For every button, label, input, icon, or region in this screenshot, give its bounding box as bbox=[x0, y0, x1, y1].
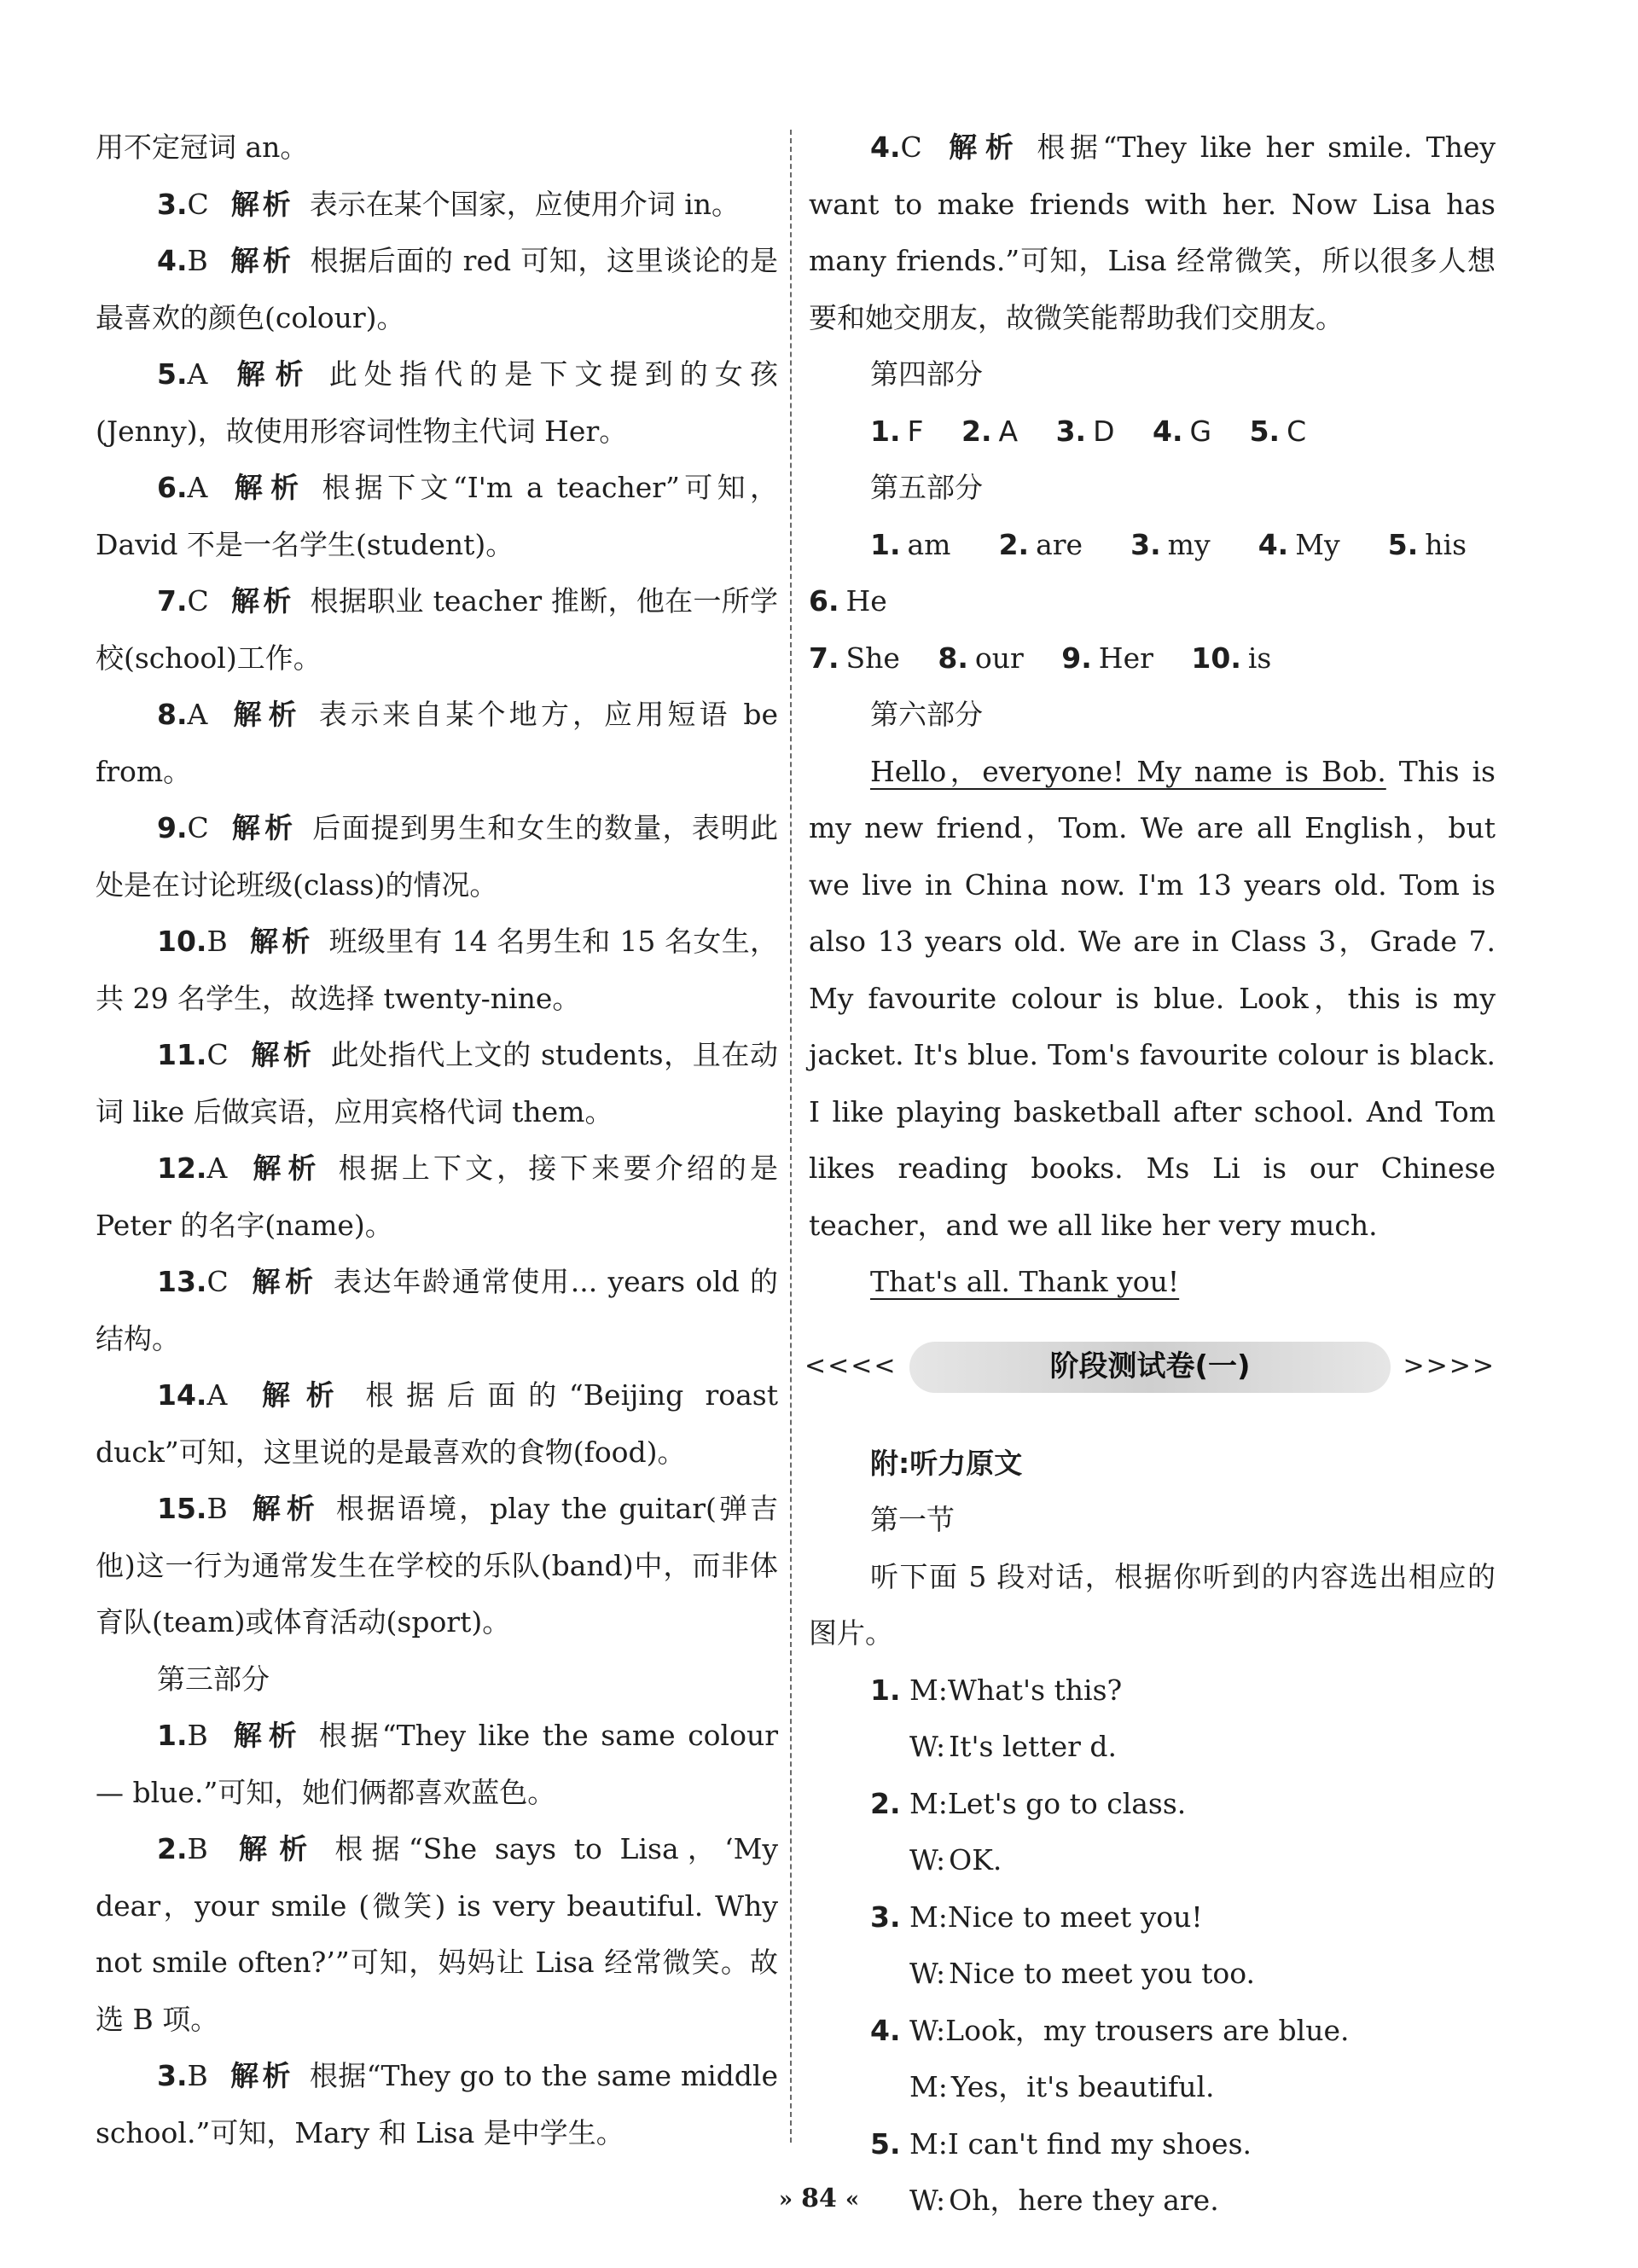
item-number: 8. bbox=[157, 698, 188, 731]
analysis-text: 此处指代的是下文提到的女孩(Jenny)，故使用形容词性物主代词 Her。 bbox=[96, 357, 779, 448]
right-column bbox=[804, 119, 1496, 2230]
dialogue-text: I can't find my shoes. bbox=[947, 2126, 1252, 2161]
answer-item bbox=[809, 119, 1496, 346]
answer bbox=[870, 415, 923, 448]
answer bbox=[1061, 641, 1153, 675]
answer-item bbox=[96, 2048, 778, 2161]
essay-body: This is my new friend，Tom. We are all English，but we live in China now. I'm 13 years old. Tom is also 13 years old. We are in Class 3，Grade 7. My favourite colour is blue. Look，this is my jacket. It's blue. Tom's favourite colour is black. I like playing basketball after school. And Tom likes reading books. Ms Li is our Chinese teacher，and we all like her very much. bbox=[809, 754, 1496, 1242]
dialogue-text: Look，my trousers are blue. bbox=[945, 2013, 1350, 2047]
answer-number: 5. bbox=[1249, 414, 1281, 448]
speaker: W: bbox=[909, 1843, 946, 1876]
speaker: M: bbox=[909, 1673, 948, 1707]
answer-number: 10. bbox=[1191, 641, 1241, 675]
item-letter: B bbox=[206, 1492, 228, 1525]
page-number: 84 bbox=[801, 2184, 837, 2213]
dialogue-text: Nice to meet you too. bbox=[949, 1957, 1255, 1990]
banner-right-arrows: >>>> bbox=[1403, 1351, 1496, 1382]
dialogue-number: 2. bbox=[870, 1786, 901, 1820]
answer-value: D bbox=[1093, 414, 1115, 448]
item-letter: C bbox=[206, 1265, 229, 1298]
analysis-label: 解析 bbox=[229, 1719, 304, 1752]
dialogue-text: Oh，here they are. bbox=[949, 2184, 1219, 2217]
answer bbox=[809, 584, 887, 618]
continued-text: 用不定冠词 an。 bbox=[96, 131, 309, 164]
analysis-label: 解析 bbox=[229, 471, 307, 504]
answer-value: is bbox=[1247, 641, 1272, 675]
test-banner bbox=[804, 1333, 1496, 1401]
analysis-label: 解析 bbox=[229, 1832, 320, 1865]
footer-right-mark: « bbox=[845, 2187, 860, 2213]
dialogue-line bbox=[809, 1946, 1496, 2003]
dialogue-line bbox=[809, 2059, 1496, 2116]
item-letter: B bbox=[187, 1719, 208, 1752]
dialogue-line bbox=[809, 2116, 1496, 2173]
analysis-text: 表示来自某个地方，应用短语 be from。 bbox=[96, 698, 778, 788]
analysis-label: 解析 bbox=[229, 244, 295, 277]
answer-value: our bbox=[974, 641, 1024, 675]
footer-left-mark: » bbox=[778, 2187, 793, 2213]
item-letter: B bbox=[187, 2059, 208, 2092]
section-title-part5: 第五部分 bbox=[870, 471, 983, 504]
item-number: 13. bbox=[157, 1265, 207, 1298]
analysis-text: 根据职业 teacher 推断，他在一所学校(school)工作。 bbox=[96, 584, 779, 675]
analysis-label: 解析 bbox=[249, 925, 314, 958]
dialogue-text: OK. bbox=[949, 1843, 1002, 1876]
analysis-text: 表示在某个国家，应使用介词 in。 bbox=[309, 187, 741, 221]
answer-value: G bbox=[1189, 414, 1212, 448]
analysis-text: 根据“They like the same colour — blue.”可知，她们俩都喜欢蓝色。 bbox=[96, 1719, 778, 1809]
item-number: 7. bbox=[157, 584, 188, 618]
analysis-text: 根据后面的“Beijing roast duck”可知，这里说的是最喜欢的食物(food)。 bbox=[96, 1378, 779, 1469]
essay-opening: Hello，everyone! My name is Bob. bbox=[870, 754, 1386, 788]
answer-number: 4. bbox=[1152, 414, 1183, 448]
answer-item bbox=[96, 460, 778, 573]
item-number: 3. bbox=[157, 187, 188, 221]
analysis-label: 解析 bbox=[249, 1492, 321, 1525]
analysis-label: 解析 bbox=[250, 1038, 316, 1071]
answer-number: 7. bbox=[809, 641, 839, 675]
item-number: 2. bbox=[157, 1832, 188, 1865]
answer-number: 1. bbox=[870, 414, 901, 448]
answer-item bbox=[96, 800, 778, 914]
answer bbox=[1153, 415, 1211, 448]
item-number: 11. bbox=[157, 1038, 207, 1071]
answer bbox=[999, 528, 1083, 561]
answer-number: 8. bbox=[938, 641, 968, 675]
item-letter: A bbox=[206, 1378, 228, 1412]
dialogue-number: 5. bbox=[870, 2126, 901, 2161]
answer-item bbox=[96, 1027, 778, 1140]
answer-value: Her bbox=[1098, 641, 1153, 675]
dialogue-text: It's letter d. bbox=[949, 1730, 1117, 1763]
analysis-text: 根据“They like her smile. They want to make friends with her. Now Lisa has many friends.”可知，Lisa 经常微笑，所以很多人想要和她交朋友，故微笑能帮助我们交朋友。 bbox=[809, 131, 1496, 334]
item-number: 9. bbox=[157, 811, 188, 844]
answer bbox=[1250, 415, 1307, 448]
answer-item bbox=[96, 1708, 778, 1821]
dialogue-line bbox=[809, 1719, 1496, 1776]
answer-item bbox=[96, 1254, 778, 1367]
item-number: 4. bbox=[157, 244, 188, 277]
analysis-text: 表达年龄通常使用... years old 的结构。 bbox=[96, 1265, 779, 1355]
answer-value: My bbox=[1295, 527, 1340, 561]
speaker: W: bbox=[909, 2184, 946, 2217]
dialogue-text: Nice to meet you! bbox=[947, 1900, 1203, 1934]
essay-closing-line bbox=[809, 1254, 1496, 1311]
dialogue-line bbox=[809, 1662, 1496, 1720]
item-letter: A bbox=[187, 471, 208, 504]
analysis-text: 根据后面的 red 可知，这里谈论的是最喜欢的颜色(colour)。 bbox=[96, 244, 778, 334]
dialogue-text: Yes，it's beautiful. bbox=[950, 2070, 1215, 2103]
appendix-title: 附:听力原文 bbox=[870, 1446, 1023, 1480]
item-letter: C bbox=[187, 811, 209, 844]
answer-value: my bbox=[1167, 527, 1211, 561]
part5-answers-row1 bbox=[809, 517, 1496, 630]
answer-item bbox=[96, 1481, 778, 1651]
essay-closing: That's all. Thank you! bbox=[870, 1265, 1180, 1298]
analysis-label: 解析 bbox=[229, 357, 314, 391]
analysis-label: 解析 bbox=[230, 187, 294, 221]
answer bbox=[938, 641, 1023, 675]
item-letter: A bbox=[187, 698, 208, 731]
analysis-text: 根据“They go to the same middle school.”可知，Mary 和 Lisa 是中学生。 bbox=[96, 2059, 779, 2149]
answer-value: She bbox=[845, 641, 900, 675]
answer bbox=[961, 415, 1018, 448]
item-letter: B bbox=[187, 244, 208, 277]
analysis-text: 根据“She says to Lisa，‘My dear，your smile (微笑) is very beautiful. Why not smile often?’”可知，妈妈让 Lisa 经常微笑。故选 B 项。 bbox=[96, 1832, 778, 2036]
item-letter: A bbox=[187, 357, 208, 391]
analysis-label: 解析 bbox=[250, 1265, 318, 1298]
answer bbox=[870, 528, 950, 561]
analysis-text: 班级里有 14 名男生和 15 名女生，共 29 名学生，故选择 twenty-nine。 bbox=[96, 925, 778, 1015]
item-number: 4. bbox=[870, 131, 901, 164]
answer-item bbox=[96, 233, 778, 346]
dialogue-line bbox=[809, 1776, 1496, 1833]
section-title-part4: 第四部分 bbox=[870, 357, 983, 391]
item-number: 12. bbox=[157, 1151, 207, 1185]
page-footer bbox=[0, 2184, 1638, 2213]
answer-item bbox=[96, 177, 778, 234]
item-letter: C bbox=[900, 131, 922, 164]
banner-title: 阶段测试卷(一) bbox=[909, 1342, 1391, 1393]
analysis-text: 后面提到男生和女生的数量，表明此处是在讨论班级(class)的情况。 bbox=[96, 811, 779, 902]
part5-answers-row2 bbox=[809, 630, 1496, 687]
dialogue-number: 1. bbox=[870, 1673, 901, 1707]
dialogue-line bbox=[809, 1889, 1496, 1946]
answer-value: A bbox=[998, 414, 1019, 448]
answer-number: 2. bbox=[998, 527, 1030, 561]
dialogue-text: What's this? bbox=[947, 1673, 1123, 1707]
dialogue-number: 3. bbox=[870, 1900, 901, 1934]
speaker: M: bbox=[909, 1786, 948, 1820]
item-letter: C bbox=[187, 187, 209, 221]
answer-value: He bbox=[845, 584, 887, 618]
dialogue-text: Let's go to class. bbox=[947, 1786, 1187, 1820]
answer-item bbox=[96, 914, 778, 1027]
left-column bbox=[96, 119, 778, 2161]
speaker: M: bbox=[909, 2070, 948, 2103]
answer-number: 9. bbox=[1061, 641, 1092, 675]
answer-item bbox=[96, 346, 778, 460]
answer-item bbox=[96, 573, 778, 687]
section-title-part6: 第六部分 bbox=[870, 698, 983, 731]
item-letter: B bbox=[206, 925, 228, 958]
answer-item bbox=[96, 1140, 778, 1254]
item-number: 5. bbox=[157, 357, 188, 391]
answer bbox=[1130, 528, 1210, 561]
item-letter: B bbox=[187, 1832, 208, 1865]
item-number: 14. bbox=[157, 1378, 207, 1412]
item-number: 10. bbox=[157, 925, 207, 958]
item-number: 6. bbox=[157, 471, 188, 504]
banner-left-arrows: <<<< bbox=[804, 1351, 897, 1382]
analysis-text: 根据语境，play the guitar(弹吉他)这一行为通常发生在学校的乐队(band)中，而非体育队(team)或体育活动(sport)。 bbox=[96, 1492, 778, 1639]
section-title-part3: 第三部分 bbox=[157, 1662, 270, 1696]
item-letter: C bbox=[206, 1038, 229, 1071]
analysis-text: 根据上下文，接下来要介绍的是 Peter 的名字(name)。 bbox=[96, 1151, 779, 1242]
item-number: 1. bbox=[157, 1719, 188, 1752]
item-letter: C bbox=[187, 584, 209, 618]
part4-answers bbox=[809, 403, 1496, 461]
answer-item bbox=[96, 1821, 778, 2048]
speaker: W: bbox=[909, 1730, 946, 1763]
item-number: 3. bbox=[157, 2059, 188, 2092]
answer-number: 3. bbox=[1130, 527, 1161, 561]
dialogue-line bbox=[809, 2003, 1496, 2060]
item-number: 15. bbox=[157, 1492, 207, 1525]
analysis-label: 解析 bbox=[230, 584, 295, 618]
analysis-label: 解析 bbox=[229, 2059, 294, 2092]
answer-number: 5. bbox=[1387, 527, 1419, 561]
answer-number: 2. bbox=[961, 414, 992, 448]
analysis-label: 解析 bbox=[944, 131, 1022, 164]
answer-number: 6. bbox=[809, 584, 839, 618]
essay-paragraph bbox=[809, 744, 1496, 1255]
answer-value: am bbox=[907, 527, 951, 561]
speaker: M: bbox=[909, 1900, 948, 1934]
analysis-label: 解析 bbox=[230, 811, 298, 844]
answer-value: C bbox=[1287, 414, 1307, 448]
dialogue-line bbox=[809, 1832, 1496, 1889]
analysis-label: 解析 bbox=[229, 698, 304, 731]
analysis-text: 根据下文“I'm a teacher”可知，David 不是一名学生(student)。 bbox=[96, 471, 778, 561]
answer bbox=[1191, 641, 1271, 675]
answer-number: 1. bbox=[870, 527, 901, 561]
item-letter: A bbox=[206, 1151, 228, 1185]
answer-item bbox=[96, 1367, 778, 1481]
answer-number: 4. bbox=[1258, 527, 1289, 561]
analysis-text: 此处指代上文的 students，且在动词 like 后做宾语，应用宾格代词 them。 bbox=[96, 1038, 779, 1128]
answer-value: his bbox=[1425, 527, 1467, 561]
answer bbox=[809, 641, 900, 675]
analysis-label: 解析 bbox=[249, 1151, 323, 1185]
dialogue-number: 4. bbox=[870, 2013, 901, 2047]
listening-instructions: 听下面 5 段对话，根据你听到的内容选出相应的图片。 bbox=[809, 1559, 1496, 1650]
answer bbox=[1056, 415, 1115, 448]
answer-value: are bbox=[1036, 527, 1083, 561]
answer-value: F bbox=[907, 414, 924, 448]
answer-number: 3. bbox=[1055, 414, 1087, 448]
speaker: W: bbox=[909, 1957, 946, 1990]
speaker: W: bbox=[909, 2013, 946, 2047]
speaker: M: bbox=[909, 2126, 948, 2161]
column-divider bbox=[790, 130, 792, 2143]
answer bbox=[1258, 528, 1340, 561]
answer-item bbox=[96, 687, 778, 800]
answer bbox=[1388, 528, 1467, 561]
section-title-first: 第一节 bbox=[870, 1503, 955, 1536]
analysis-label: 解析 bbox=[249, 1378, 351, 1412]
